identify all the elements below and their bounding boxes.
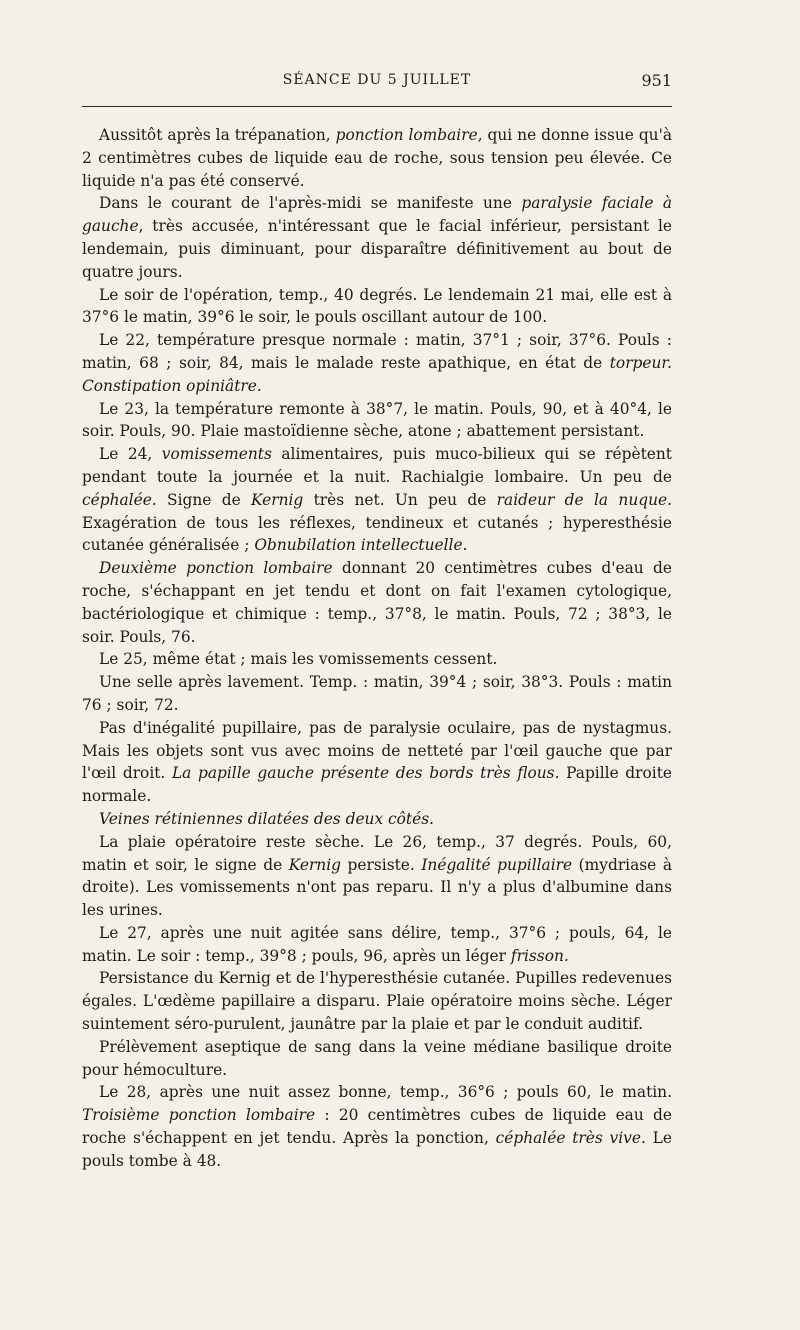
text-run: Prélèvement aseptique de sang dans la veine médiane basilique droite pour hémoculture.: [82, 1037, 672, 1079]
paragraph: [82, 831, 672, 922]
paragraph: [82, 557, 672, 648]
italic-text-run: vomissements: [161, 445, 272, 464]
italic-text-run: Kernig: [288, 855, 341, 874]
text-run: Signe de: [156, 490, 252, 509]
text-run: Pas d'inégalité pupillaire, pas de paralysie oculaire, pas de nystagmus. Mais les objets sont vus avec moins de netteté par l'œil gauche que par l'œil droit.: [82, 718, 672, 783]
paragraph: [82, 922, 672, 968]
italic-text-run: Troisième ponction lombaire: [82, 1106, 316, 1125]
text-run: persiste.: [341, 855, 422, 874]
paragraph: [82, 808, 672, 831]
text-run: Papille droite normale.: [82, 764, 672, 806]
text-run: Le 24,: [99, 445, 162, 464]
text-run: Persistance du Kernig et de l'hyperesthésie cutanée. Pupilles redevenues égales. L'œdème papillaire a disparu. Plaie opératoire moins sèche. Léger suintement séro-purulent, jaunâtre par la plaie et par le conduit auditif.: [82, 969, 672, 1034]
text-run: donnant 20 centimètres cubes d'eau de roche, s'échappant en jet tendu et dont on fait l'examen cytologique, bactériologique et chimique : temp., 37°8, le matin. Pouls, 72 ; 38°3, le soir. Pouls, 76.: [82, 559, 672, 646]
italic-text-run: Inégalité pupillaire: [421, 855, 573, 874]
paragraph: [82, 671, 672, 717]
text-run: Une selle après lavement. Temp. : matin, 39°4 ; soir, 38°3. Pouls : matin 76 ; soir, 72.: [82, 673, 672, 714]
text-run: Le 23, la température remonte à 38°7, le matin. Pouls, 90, et à 40°4, le soir. Pouls, 90. Plaie mastoïdienne sèche, atone ; abattement persistant.: [82, 399, 672, 441]
italic-text-run: Obnubilation intellectuelle.: [254, 536, 468, 555]
italic-text-run: frisson.: [510, 946, 569, 965]
text-run: La plaie opératoire reste sèche. Le 26, temp., 37 degrés. Pouls, 60, matin et soir, le signe de: [82, 832, 672, 874]
italic-text-run: Veines rétiniennes dilatées des deux côtés.: [99, 809, 435, 828]
paragraph: [82, 398, 672, 444]
page-header: [82, 72, 672, 96]
text-run: Dans le courant de l'après-midi se manifeste une: [99, 194, 522, 213]
text-run: très net. Un peu de: [303, 490, 497, 509]
paragraph: [82, 648, 672, 671]
italic-text-run: Kernig: [251, 490, 304, 509]
paragraph: [82, 967, 672, 1035]
text-run: , très accusée, n'intéressant que le facial inférieur, persistant le lendemain, puis diminuant, pour disparaître définitivement au bout de quatre jours.: [82, 217, 672, 281]
text-run: : 20 centimètres cubes de liquide eau de roche s'échappent en jet tendu. Après la ponction,: [82, 1106, 673, 1148]
text-run: Aussitôt après la trépanation,: [99, 126, 336, 144]
paragraph: [82, 124, 672, 192]
text-run: Exagération de tous les réflexes, tendineux et cutanés ; hyperesthésie cutanée généralisée ;: [82, 513, 672, 555]
italic-text-run: La papille gauche présente des bords très flous.: [171, 764, 560, 783]
text-run: (mydriase à droite). Les vomissements n'ont pas reparu. Il n'y a plus d'albumine dans les urines.: [82, 855, 673, 920]
text-run: Le pouls tombe à 48.: [82, 1129, 672, 1170]
italic-text-run: céphalée.: [82, 490, 157, 509]
text-run: Le 25, même état ; mais les vomissements cessent.: [99, 650, 498, 669]
paragraph: [82, 329, 672, 397]
body-text: [82, 124, 672, 1173]
italic-text-run: raideur de la nuque.: [496, 490, 672, 509]
italic-text-run: paralysie faciale à gauche: [82, 194, 672, 236]
italic-text-run: ponction lombaire: [335, 126, 478, 144]
text-run: alimentaires, puis muco-bilieux qui se répètent pendant toute la journée et la nuit. Rachialgie lombaire. Un peu de: [82, 445, 672, 486]
paragraph: [82, 443, 672, 557]
header-rule: [82, 106, 672, 107]
paragraph: [82, 717, 672, 808]
text-run: Le 28, après une nuit assez bonne, temp., 36°6 ; pouls 60, le matin.: [99, 1083, 672, 1102]
text-run: Le 27, après une nuit agitée sans délire, temp., 37°6 ; pouls, 64, le matin. Le soir : temp., 39°8 ; pouls, 96, après un léger: [82, 923, 672, 965]
paragraph: [82, 1036, 672, 1082]
paragraph: [82, 284, 672, 330]
page-number: 951: [641, 71, 672, 90]
italic-text-run: torpeur. Constipation opiniâtre.: [82, 353, 672, 395]
italic-text-run: céphalée très vive.: [495, 1129, 646, 1148]
paragraph: [82, 1081, 672, 1172]
text-run: , qui ne donne issue qu'à 2 centimètres cubes de liquide eau de roche, sous tension peu élevée. Ce liquide n'a pas été conservé.: [82, 126, 672, 190]
running-title: SÉANCE DU 5 JUILLET: [282, 72, 472, 88]
text-run: Le soir de l'opération, temp., 40 degrés. Le lendemain 21 mai, elle est à 37°6 le matin, 39°6 le soir, le pouls oscillant autour de 100.: [82, 285, 672, 327]
text-run: Le 22, température presque normale : matin, 37°1 ; soir, 37°6. Pouls : matin, 68 ; soir, 84, mais le malade reste apathique, en état de: [82, 331, 672, 372]
italic-text-run: Deuxième ponction lombaire: [99, 559, 333, 578]
paragraph: [82, 192, 672, 283]
